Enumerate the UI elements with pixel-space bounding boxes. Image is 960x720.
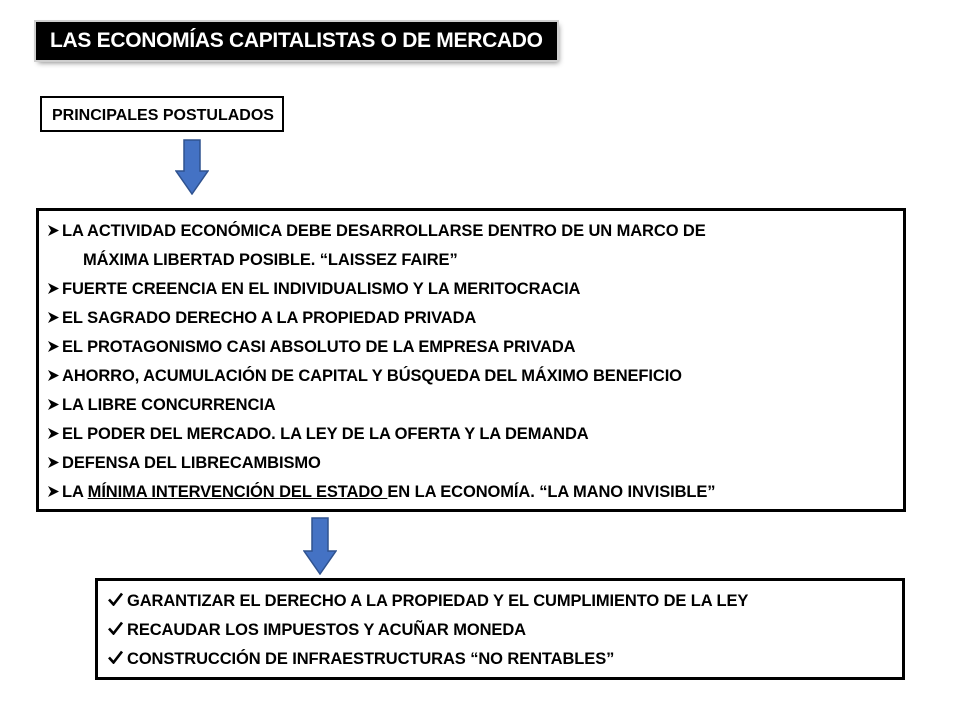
postulate-text: DEFENSA DEL LIBRECAMBISMO (62, 454, 321, 472)
arrow-bullet-icon (47, 420, 62, 449)
list-item (47, 304, 895, 333)
subtitle-box: PRINCIPALES POSTULADOS (40, 96, 284, 132)
arrow-bullet-icon (47, 478, 62, 507)
postulate-text-post: EN LA ECONOMÍA. “LA MANO INVISIBLE” (387, 483, 716, 501)
role-text: CONSTRUCCIÓN DE INFRAESTRUCTURAS “NO RENTABLES” (127, 650, 615, 668)
state-roles-box (95, 578, 905, 680)
list-item (108, 616, 892, 645)
postulate-text (62, 478, 715, 507)
list-item (47, 362, 895, 391)
arrow-bullet-icon (47, 449, 62, 478)
role-text: RECAUDAR LOS IMPUESTOS Y ACUÑAR MONEDA (127, 621, 526, 639)
role-text: GARANTIZAR EL DERECHO A LA PROPIEDAD Y EL CUMPLIMIENTO DE LA LEY (127, 592, 749, 610)
postulate-text: EL SAGRADO DERECHO A LA PROPIEDAD PRIVADA (62, 309, 477, 327)
down-arrow-2 (303, 517, 337, 575)
main-title: LAS ECONOMÍAS CAPITALISTAS O DE MERCADO (36, 22, 557, 60)
checkmark-icon (108, 616, 127, 645)
postulate-text: LA LIBRE CONCURRENCIA (62, 396, 276, 414)
postulate-text: FUERTE CREENCIA EN EL INDIVIDUALISMO Y LA MERITOCRACIA (62, 280, 581, 298)
postulate-text-pre: LA (62, 483, 88, 501)
list-item-continuation (47, 246, 895, 275)
checkmark-icon (108, 645, 127, 674)
list-item (47, 449, 895, 478)
postulate-text: EL PODER DEL MERCADO. LA LEY DE LA OFERTA Y LA DEMANDA (62, 425, 589, 443)
arrow-bullet-icon (47, 217, 62, 246)
arrow-bullet-icon (47, 391, 62, 420)
arrow-bullet-icon (47, 304, 62, 333)
postulate-text: EL PROTAGONISMO CASI ABSOLUTO DE LA EMPRESA PRIVADA (62, 338, 576, 356)
list-item (47, 420, 895, 449)
arrow-bullet-icon (47, 333, 62, 362)
list-item (108, 587, 892, 616)
underlined-phrase: MÍNIMA INTERVENCIÓN DEL ESTADO (87, 483, 388, 501)
list-item (47, 391, 895, 420)
list-item (47, 275, 895, 304)
checkmark-icon (108, 587, 127, 616)
postulate-text: MÁXIMA LIBERTAD POSIBLE. “LAISSEZ FAIRE” (83, 251, 458, 269)
list-item (108, 645, 892, 674)
list-item (47, 478, 895, 507)
arrow-bullet-icon (47, 275, 62, 304)
arrow-bullet-icon (47, 362, 62, 391)
postulate-text: AHORRO, ACUMULACIÓN DE CAPITAL Y BÚSQUEDA DEL MÁXIMO BENEFICIO (62, 367, 682, 385)
list-item (47, 333, 895, 362)
down-arrow-1 (175, 139, 209, 195)
postulate-text: LA ACTIVIDAD ECONÓMICA DEBE DESARROLLARSE DENTRO DE UN MARCO DE (62, 222, 706, 240)
postulates-box (36, 208, 906, 512)
list-item (47, 217, 895, 246)
